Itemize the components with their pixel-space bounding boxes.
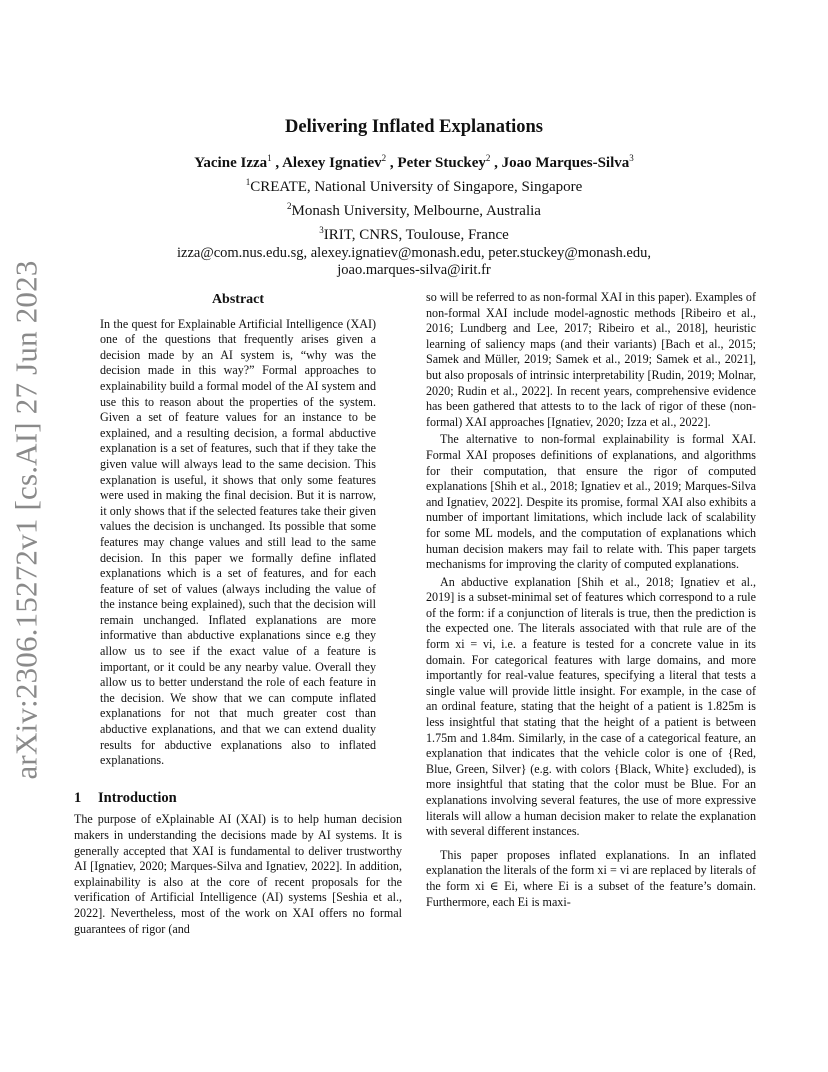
- affiliation-text: IRIT, CNRS, Toulouse, France: [323, 227, 509, 243]
- author-name: Alexey Ignatiev: [282, 155, 382, 171]
- section-title-text: Introduction: [98, 789, 177, 806]
- author-name: Peter Stuckey: [397, 155, 486, 171]
- body-paragraph: This paper proposes inflated explanations. In an inflated explanation the literals of the form xi = vi are replaced by literals of the form xi ∈ Ei, where Ei is a subset of the feature’s domain. Furthermore, each Ei is maxi-: [426, 847, 756, 909]
- author-sup: 2: [381, 153, 387, 163]
- affiliation-text: CREATE, National University of Singapore, Singapore: [250, 179, 583, 195]
- intro-paragraph: The purpose of eXplainable AI (XAI) is to help human decision makers in understanding the decisions made by AI systems. It is generally accepted that XAI is fundamental to deliver trustworthy AI [Ignatiev, 2020; Marques-Silva and Ignatiev, 2022]. In addition, explainability is also at the core of recent proposals for the verification of Artificial Intelligence (AI) systems [Seshia et al., 2022]. Nevertheless, most of the work on XAI offers no formal guarantees of rigor (and: [74, 812, 402, 936]
- section-heading: [74, 791, 402, 807]
- author-emails: [70, 245, 758, 279]
- abstract-heading: Abstract: [211, 292, 265, 307]
- affiliation: [70, 197, 758, 221]
- right-column: [426, 290, 756, 910]
- affiliation-text: Monash University, Melbourne, Australia: [291, 203, 541, 219]
- author-sup: 3: [629, 153, 634, 163]
- section-number: 1: [74, 789, 82, 806]
- paper-title: Delivering Inflated Explanations: [285, 117, 543, 137]
- body-paragraph: The alternative to non-formal explainability is formal XAI. Formal XAI proposes definitions of explanations, and algorithms for their computation, that ensure the rigor of computed explanations [Shih et al., 2018; Ignatiev et al., 2019; Marques-Silva and Ignatiev, 2022]. Despite its promise, formal XAI also exhibits a number of important limitations, which include lack of scalability for some ML models, and the computation of explanations which human decision makers may fail to relate with. This paper targets mechanisms for improving the clarity of computed explanations.: [426, 432, 756, 572]
- affiliation-sup: 2: [287, 201, 292, 211]
- email-line: joao.marques-silva@irit.fr: [337, 262, 491, 278]
- arxiv-stamp-text: arXiv:2306.15272v1 [cs.AI] 27 Jun 2023: [9, 260, 45, 780]
- paper-header: [70, 117, 758, 279]
- left-column: [74, 290, 402, 937]
- author-sup: 1: [267, 153, 272, 163]
- body-paragraph: An abductive explanation [Shih et al., 2018; Ignatiev et al., 2019] is a subset-minimal set of features which correspond to a rule of the form: if a conjunction of literals is true, then the prediction is the expected one. The literals associated with that rule are of the form xi = vi, i.e. a feature is tested for a concrete value in its domain. For categorical features with large domains, and more importantly for real-value features, specifying a literal that tests a single value will provide little insight. For example, in the case of an ordinal feature, stating that the height of a patient is 1.825m is less insightful that stating that the height of a patient is between 1.75m and 1.84m. Similarly, in the case of a categorical feature, an explanation that indicates that the vehicle color is one of {Red, Blue, Green, Silver} (e.g. with colors {Black, White} excluded), is more insightful that stating that the color must be Blue. For an explanations involving several features, the use of more expressive literals will allow a human decision maker to relate the explanation with several different instances.: [426, 574, 756, 839]
- author-name: Yacine Izza: [194, 155, 268, 171]
- arxiv-stamp: [2, 260, 52, 780]
- affiliation-sup: 1: [245, 177, 251, 187]
- body-paragraph: so will be referred to as non-formal XAI in this paper). Examples of non-formal XAI include model-agnostic methods [Ribeiro et al., 2016; Lundberg and Lee, 2017; Ribeiro et al., 2018], heuristic learning of saliency maps (and their variants) [Bach et al., 2015; Samek and Müller, 2019; Samek et al., 2019; Samek et al., 2021], but also proposals of intrinsic interpretability [Rudin, 2019; Molnar, 2020; Rudin et al., 2022]. In recent years, comprehensive evidence has been gathered that attests to to the lack of rigor of these (non-formal) XAI approaches [Ignatiev, 2020; Izza et al., 2022].: [426, 290, 756, 429]
- author-name: Joao Marques-Silva: [501, 155, 630, 171]
- author-sup: 2: [485, 153, 491, 163]
- affiliation: [70, 221, 758, 245]
- affiliation-sup: 3: [319, 225, 324, 235]
- email-line: izza@com.nus.edu.sg, alexey.ignatiev@monash.edu, peter.stuckey@monash.edu,: [177, 245, 651, 261]
- abstract-text: In the quest for Explainable Artificial Intelligence (XAI) one of the questions that frequently arises given a decision made by an AI system is, “why was the decision made in this way?” Formal approaches to explainability build a formal model of the AI system and use this to reason about the properties of the system. Given a set of feature values for an instance to be explained, and a resulting decision, a formal abductive explanation is a set of features, such that if they take the given value will always lead to the same decision. This explanation is useful, it shows that only some features were used in making the final decision. But it is narrow, it only shows that if the selected features take their given values the decision is unchanged. Its possible that some features may change values and still lead to the same decision. In this paper we formally define inflated explanations which is a set of features, and for each feature of set of values (always including the value of the instance being explained), such that the decision will remain unchanged. Inflated explanations are more informative than abductive explanations since e.g they allow us to see if the exact value of a feature is important, or it could be any nearby value. Overall they allow us to better understand the role of each feature in the decision. We show that we can compute inflated explanations for not that much greater cost than abductive explanations, and that we can extend duality results for abductive explanations also to inflated explanations.: [100, 316, 376, 768]
- author-list: Yacine Izza$^1$ , Alexey Ignatiev$^2$ , Peter Stuckey$^2$ , Joao Marques-Silva$^3$: [194, 153, 634, 171]
- affiliation: [70, 173, 758, 197]
